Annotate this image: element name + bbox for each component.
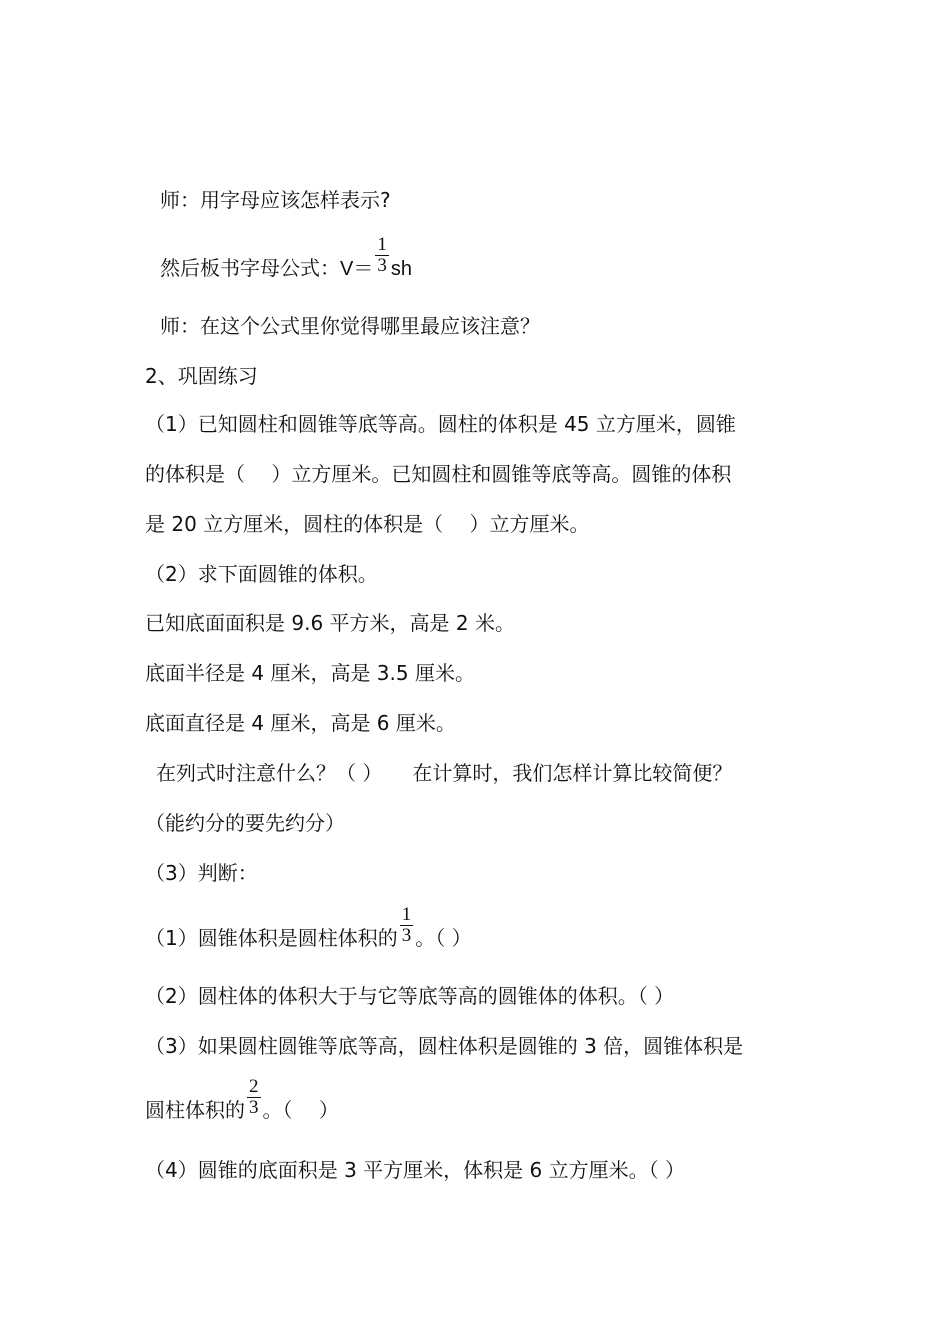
fraction-one-third	[400, 905, 414, 946]
fraction-one-third	[375, 235, 389, 276]
text-line-judge-4: （4）圆锥的底面积是 3 平方厘米，体积是 6 立方厘米。（ ）	[145, 1158, 685, 1182]
judge-1-prefix: （1）圆锥体积是圆柱体积的	[145, 926, 398, 950]
text-line-judge-1	[145, 904, 472, 952]
fraction-numerator: 1	[401, 904, 412, 925]
fraction-denominator: 3	[249, 1097, 259, 1118]
text-line-q2-c: 底面直径是 4 厘米，高是 6 厘米。	[145, 711, 456, 735]
text-line-q2-a: 已知底面面积是 9.6 平方米，高是 2 米。	[145, 611, 515, 635]
formula-v: V＝	[340, 258, 374, 280]
text-line-q3-heading: （3）判断：	[145, 861, 258, 885]
text-line-q1-c: 是 20 立方厘米，圆柱的体积是（ ）立方厘米。	[145, 512, 590, 536]
text-line-q1-b: 的体积是（ ）立方厘米。已知圆柱和圆锥等底等高。圆锥的体积	[145, 462, 732, 486]
text-line-judge-3a: （3）如果圆柱圆锥等底等高，圆柱体积是圆锥的 3 倍，圆锥体积是	[145, 1034, 744, 1058]
text-line-judge-2: （2）圆柱体的体积大于与它等底等高的圆锥体的体积。（ ）	[145, 984, 675, 1008]
fraction-two-thirds	[247, 1077, 261, 1118]
formula-prefix: 然后板书字母公式：	[160, 256, 340, 280]
text-line-teacher-question: 师：用字母应该怎样表示?	[160, 188, 391, 212]
text-line-reduce: （能约分的要先约分）	[145, 811, 345, 835]
text-line-q2-heading: （2）求下面圆锥的体积。	[145, 562, 378, 586]
judge-1-suffix: 。（ ）	[415, 926, 472, 950]
fraction-numerator: 1	[377, 234, 387, 255]
judge-3b-suffix: 。（ ）	[262, 1098, 339, 1122]
fraction-denominator: 3	[401, 925, 412, 946]
text-line-teacher-attention: 师：在这个公式里你觉得哪里最应该注意？	[160, 314, 540, 338]
section-heading-practice: 2、巩固练习	[145, 364, 258, 388]
judge-3b-prefix: 圆柱体积的	[145, 1098, 245, 1122]
text-line-q1-a: （1）已知圆柱和圆锥等底等高。圆柱的体积是 45 立方厘米，圆锥	[145, 412, 736, 436]
text-line-q2-b: 底面半径是 4 厘米，高是 3.5 厘米。	[145, 661, 475, 685]
formula-sh: sh	[390, 258, 412, 280]
text-line-formula	[160, 234, 412, 283]
fraction-denominator: 3	[377, 255, 387, 276]
fraction-numerator: 2	[249, 1076, 259, 1097]
text-line-notes: 在列式时注意什么？（ ） 在计算时，我们怎样计算比较简便？	[156, 761, 733, 785]
text-line-judge-3b	[145, 1076, 339, 1124]
